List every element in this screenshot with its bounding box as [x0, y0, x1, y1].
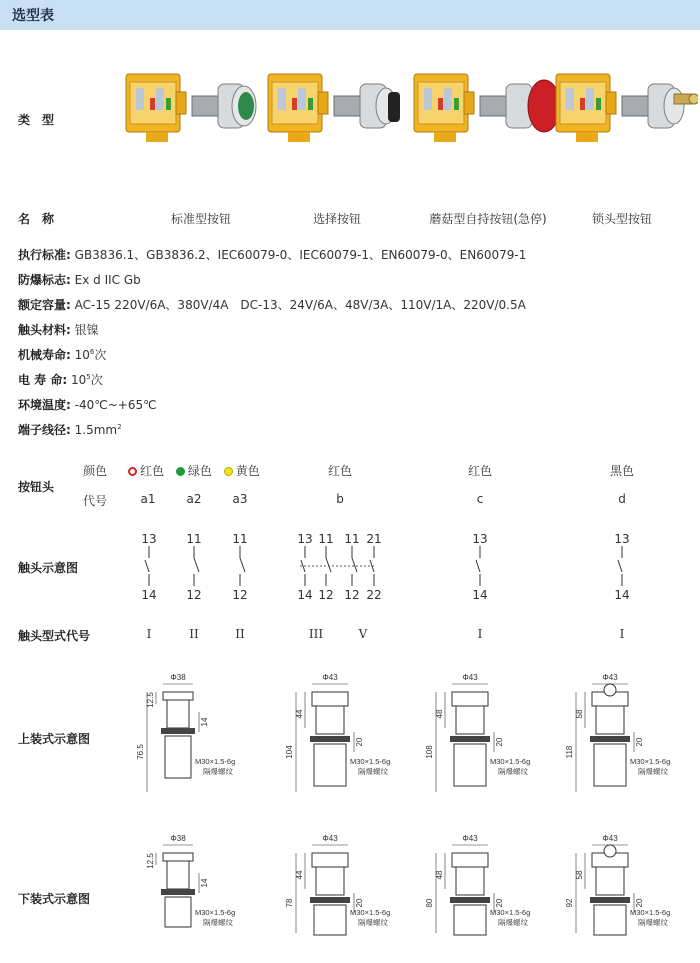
contact-top-terminal: 13 — [614, 532, 630, 546]
spec-material: 触头材料: 银镍 — [18, 323, 99, 337]
head-color: 红色 — [467, 464, 493, 478]
contact-outline — [454, 744, 486, 786]
product-photo — [556, 74, 698, 142]
terminal — [566, 88, 574, 110]
top-mount-drawings — [0, 660, 700, 805]
indicator — [166, 98, 171, 110]
thread-label: M30×1.5-6g — [350, 757, 391, 766]
contact-top-terminal: 11 — [318, 532, 334, 546]
bottom-mount-label: 下装式示意图 — [18, 892, 91, 906]
indicator — [308, 98, 313, 110]
upper-label: 12.5 — [146, 692, 155, 708]
thread-label: M30×1.5-6g — [195, 757, 236, 766]
indicator — [292, 98, 297, 110]
thread-label: M30×1.5-6g — [195, 908, 236, 917]
contact-blade — [240, 558, 245, 572]
head-outline — [452, 853, 488, 867]
contact-top-terminal: 13 — [297, 532, 313, 546]
mushroom-head — [528, 80, 560, 132]
contact-type-code: V — [358, 627, 368, 641]
indicator — [438, 98, 443, 110]
head-code: a3 — [232, 492, 248, 506]
contact-bottom-terminal: 22 — [366, 588, 382, 602]
product-photo — [414, 74, 560, 142]
upper-label: 58 — [575, 870, 584, 880]
thread-note: 隔爆螺纹 — [358, 918, 388, 927]
selector-knob — [388, 92, 400, 122]
diameter-label: Φ43 — [462, 673, 478, 682]
contact-type-code: I — [146, 627, 152, 641]
thread-note: 隔爆螺纹 — [203, 918, 233, 927]
indicator — [596, 98, 601, 110]
thread-label: M30×1.5-6g — [630, 908, 671, 917]
contact-type-code: I — [619, 627, 625, 641]
side-label: 14 — [200, 717, 209, 727]
mount-drawing — [136, 673, 235, 792]
diameter-label: Φ43 — [462, 835, 478, 843]
body-outline — [167, 861, 189, 889]
head-code: b — [336, 492, 344, 506]
indicator — [580, 98, 585, 110]
mount-clip — [318, 92, 328, 114]
contact-top-terminal: 13 — [141, 532, 157, 546]
indicator — [150, 98, 155, 110]
mount-clip — [176, 92, 186, 114]
terminal — [444, 88, 452, 110]
key-outline — [604, 845, 616, 857]
height-label: 78 — [285, 898, 294, 908]
contact-blade — [194, 558, 199, 572]
height-label: 76.5 — [136, 744, 145, 760]
section-header — [0, 0, 700, 30]
body-outline — [456, 867, 484, 895]
indicator — [454, 98, 459, 110]
side-label: 20 — [355, 898, 364, 908]
thread-note: 隔爆螺纹 — [498, 918, 528, 927]
panel — [590, 897, 630, 903]
section-title: 选型表 — [12, 8, 54, 24]
spec-wire: 端子线径: $1.5mm^2$ — [18, 423, 122, 437]
head-outline — [312, 692, 348, 706]
contact-bottom-terminal: 12 — [318, 588, 334, 602]
head-outline — [452, 692, 488, 706]
contact-type-code: II — [189, 627, 199, 641]
contact-type-code: III — [308, 627, 324, 641]
head-outline — [312, 853, 348, 867]
contact-blade — [352, 558, 357, 572]
contact-top-terminal: 11 — [186, 532, 202, 546]
spec-temp: 环境温度: -40℃~+65℃ — [18, 398, 157, 412]
mount-drawing — [285, 835, 390, 935]
head-code: a2 — [186, 492, 202, 506]
body-outline — [596, 867, 624, 895]
upper-label: 12.5 — [146, 853, 155, 869]
head-outline — [163, 853, 193, 861]
green-dot-icon — [176, 467, 185, 476]
code-label: 代号 — [83, 494, 108, 508]
button-head-label: 按钮头 — [18, 480, 55, 494]
contact-bottom-terminal: 14 — [614, 588, 630, 602]
body-outline — [596, 706, 624, 734]
terminal — [136, 88, 144, 110]
head-code: a1 — [140, 492, 156, 506]
product-name: 蘑菇型自持按钮(急停) — [429, 212, 547, 226]
thread-label: M30×1.5-6g — [490, 908, 531, 917]
cap-green — [238, 92, 254, 120]
mount-clip — [606, 92, 616, 114]
base-clip — [434, 132, 456, 142]
top-mount-svg — [0, 660, 700, 805]
base-clip — [146, 132, 168, 142]
head-code: c — [476, 492, 484, 506]
panel — [161, 728, 195, 734]
mount-drawing — [146, 835, 235, 927]
contact-type-code: I — [477, 627, 483, 641]
spec-rating: 额定容量: AC-15 220V/6A、380V/4A DC-13、24V/6A、48V/3A、110V/1A、220V/0.5A — [18, 298, 526, 312]
mount-drawing — [425, 673, 530, 792]
diameter-label: Φ43 — [602, 673, 618, 682]
diameter-label: Φ43 — [322, 673, 338, 682]
product-name: 锁头型按钮 — [591, 212, 653, 226]
terminal — [298, 88, 306, 110]
panel — [310, 736, 350, 742]
contact-bottom-terminal: 12 — [344, 588, 360, 602]
key-outline — [604, 684, 616, 696]
terminal — [424, 88, 432, 110]
contact-outline — [165, 736, 191, 778]
mount-drawing — [425, 835, 530, 935]
contact-outline — [594, 905, 626, 935]
thread-note: 隔爆螺纹 — [498, 767, 528, 776]
contact-outline — [314, 905, 346, 935]
spec-ex-mark: 防爆标志: Ex d IIC Gb — [18, 273, 141, 287]
base-clip — [288, 132, 310, 142]
mount-drawing — [285, 673, 390, 792]
contact-blade — [326, 558, 331, 572]
contact-outline — [165, 897, 191, 927]
bottom-mount-drawings — [0, 835, 700, 960]
spec-elec-life: 电 寿 命: $10^5$次 — [18, 373, 103, 387]
side-label: 20 — [495, 737, 504, 747]
side-label: 20 — [635, 737, 644, 747]
yellow-dot-icon — [224, 467, 233, 476]
diameter-label: Φ38 — [170, 673, 186, 682]
contact-blade — [476, 560, 480, 572]
product-photo — [126, 74, 256, 142]
bottom-mount-svg — [0, 835, 700, 960]
head-outline — [163, 692, 193, 700]
contact-outline — [594, 744, 626, 786]
panel — [590, 736, 630, 742]
side-label: 20 — [635, 898, 644, 908]
terminal — [278, 88, 286, 110]
top-mount-label: 上装式示意图 — [18, 732, 91, 746]
body-outline — [167, 700, 189, 728]
height-label: 104 — [285, 745, 294, 759]
contact-outline — [454, 905, 486, 935]
contact-type-code: II — [235, 627, 245, 641]
color-yellow: 黄色 — [224, 464, 260, 478]
upper-label: 48 — [435, 709, 444, 719]
upper-label: 44 — [295, 870, 304, 880]
thread-note: 隔爆螺纹 — [203, 767, 233, 776]
body-outline — [316, 706, 344, 734]
height-label: 108 — [425, 745, 434, 759]
key-head — [689, 94, 698, 104]
terminal — [586, 88, 594, 110]
product-name: 选择按钮 — [312, 212, 362, 226]
contact-type-label: 触头型式代号 — [18, 629, 91, 643]
head-color: 黑色 — [609, 464, 635, 478]
side-label: 20 — [495, 898, 504, 908]
mount-drawing — [565, 673, 670, 792]
diameter-label: Φ43 — [602, 835, 618, 843]
product-photos — [118, 48, 698, 198]
product-name: 标准型按钮 — [170, 212, 232, 226]
contact-top-terminal: 21 — [366, 532, 382, 546]
color-options — [128, 462, 260, 479]
spec-standard: 执行标准: GB3836.1、GB3836.2、IEC60079-0、IEC60079-1、EN60079-0、EN60079-1 — [18, 248, 527, 262]
height-label: 92 — [565, 898, 574, 908]
contact-blade — [145, 560, 149, 572]
diameter-label: Φ43 — [322, 835, 338, 843]
side-label: 20 — [355, 737, 364, 747]
contact-top-terminal: 13 — [472, 532, 488, 546]
contact-bottom-terminal: 14 — [297, 588, 313, 602]
panel — [310, 897, 350, 903]
body-outline — [456, 706, 484, 734]
contact-top-terminal: 11 — [344, 532, 360, 546]
head-color: 红色 — [327, 464, 353, 478]
thread-label: M30×1.5-6g — [630, 757, 671, 766]
contact-outline — [314, 744, 346, 786]
base-clip — [576, 132, 598, 142]
contact-top-terminal: 11 — [232, 532, 248, 546]
color-green: 绿色 — [176, 464, 212, 478]
panel — [161, 889, 195, 895]
contact-bottom-terminal: 14 — [472, 588, 488, 602]
red-dot-icon — [128, 467, 137, 476]
head-code: d — [618, 492, 626, 506]
contact-bottom-terminal: 12 — [186, 588, 202, 602]
diameter-label: Φ38 — [170, 835, 186, 843]
contact-bottom-terminal: 12 — [232, 588, 248, 602]
mount-drawing — [565, 835, 670, 935]
thread-label: M30×1.5-6g — [350, 908, 391, 917]
color-red: 红色 — [128, 464, 164, 478]
contact-bottom-terminal: 14 — [141, 588, 157, 602]
color-label: 颜色 — [83, 464, 108, 478]
name-label: 名 称 — [18, 212, 55, 226]
upper-label: 58 — [575, 709, 584, 719]
body-outline — [316, 867, 344, 895]
upper-label: 44 — [295, 709, 304, 719]
terminal — [156, 88, 164, 110]
height-label: 80 — [425, 898, 434, 908]
panel — [450, 897, 490, 903]
upper-label: 48 — [435, 870, 444, 880]
product-photo — [268, 74, 400, 142]
contact-diagram-label: 触头示意图 — [18, 561, 79, 575]
thread-label: M30×1.5-6g — [490, 757, 531, 766]
thread-note: 隔爆螺纹 — [638, 767, 668, 776]
side-label: 14 — [200, 878, 209, 888]
panel — [450, 736, 490, 742]
thread-note: 隔爆螺纹 — [638, 918, 668, 927]
thread-note: 隔爆螺纹 — [358, 767, 388, 776]
height-label: 118 — [565, 745, 574, 759]
contact-blade — [618, 560, 622, 572]
product-images — [118, 48, 698, 198]
mount-clip — [464, 92, 474, 114]
type-label: 类 型 — [18, 113, 55, 127]
bezel-ring — [664, 88, 684, 124]
spec-mech-life: 机械寿命: $10^6$次 — [18, 348, 107, 362]
